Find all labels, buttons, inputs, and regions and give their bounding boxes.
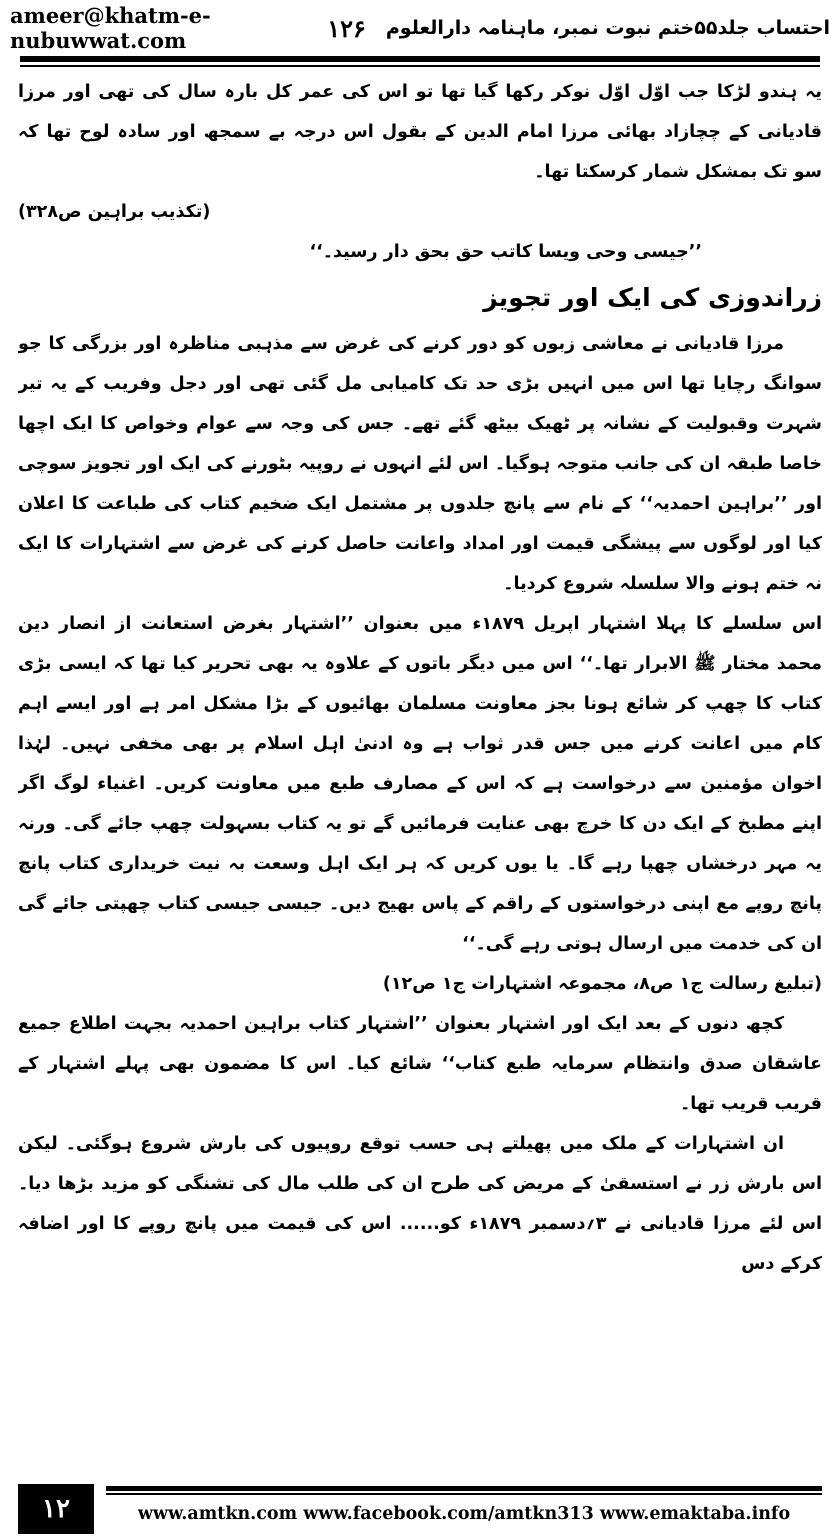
page-header bbox=[10, 3, 830, 53]
footer-page-number: ۱۲ bbox=[18, 1484, 94, 1534]
header-magazine-title: احتساب جلد۵۵ختم نبوت نمبر، ماہنامہ دارالعلوم bbox=[385, 17, 830, 39]
paragraph-2: مرزا قادیانی نے معاشی زبوں کو دور کرنے کی غرض سے مذہبی مناظرہ اور بزرگی کا جو سوانگ رچایا تھا اس میں انہیں بڑی حد تک کامیابی مل گئی تھی اور دجل وفریب کے یہ تیر شہرت وقبولیت کے نشانہ پر ٹھیک بیٹھ گئے تھے۔ جس کی وجہ سے عوام وخواص کا ایک اچھا خاصا طبقہ ان کی جانب متوجہ ہوگیا۔ اس لئے انہوں نے روپیہ بٹورنے کی ایک اور تجویز سوچی اور ’’براہین احمدیہ‘‘ کے نام سے پانچ جلدوں پر مشتمل ایک ضخیم کتاب کی طباعت کا اعلان کیا اور لوگوں سے پیشگی قیمت اور امداد واعانت حاصل کرنے کی غرض سے اشتہارات کا ایک نہ ختم ہونے والا سلسلہ شروع کردیا۔ bbox=[18, 334, 822, 594]
reference-1: (تکذیب براہین ص۳۲۸) bbox=[18, 202, 211, 222]
header-page-number: ۱۲۶ bbox=[327, 13, 366, 43]
reference-2: (تبلیغ رسالت ج۱ ص۸، مجموعہ اشتہارات ج۱ ص۱۲) bbox=[382, 974, 822, 994]
footer-urls: www.amtkn.com www.facebook.com/amtkn313 www.emaktaba.info bbox=[137, 1504, 791, 1524]
article-body bbox=[18, 72, 822, 1467]
page-footer bbox=[18, 1484, 822, 1534]
paragraph-5: ان اشتہارات کے ملک میں پھیلتے ہی حسب توقع روپیوں کی بارش شروع ہوگئی۔ لیکن اس بارش زر نے استسقیٰ کے مریض کی طرح ان کی طلب مال کی تشنگی کو مزید بڑھا دیا۔ اس لئے مرزا قادیانی نے ۳؍دسمبر ۱۸۷۹ء کو...... اس کی قیمت میں پانچ روپے کا اور اضافہ کرکے دس bbox=[18, 1134, 822, 1274]
section-heading: زراندوزی کی ایک اور تجویز bbox=[483, 283, 822, 312]
header-rule-thin bbox=[20, 65, 820, 67]
paragraph-1: یہ ہندو لڑکا جب اوّل اوّل نوکر رکھا گیا تھا تو اس کی عمر کل بارہ سال کی تھی اور مرزا قادیانی کے چچازاد بھائی مرزا امام الدین کے بقول اس درجہ بے سمجھ اور سادہ لوح تھا کہ سو تک بمشکل شمار کرسکتا تھا۔ bbox=[18, 82, 822, 182]
paragraph-3: اس سلسلے کا پہلا اشتہار اپریل ۱۸۷۹ء میں بعنوان ’’اشتہار بغرض استعانت از انصار دین محمد مختار ﷺ الابرار تھا۔‘‘ اس میں دیگر باتوں کے علاوہ یہ بھی تحریر کیا تھا کہ ایسی بڑی کتاب کا چھپ کر شائع ہونا بجز معاونت مسلمان بھائیوں کے بڑا مشکل امر ہے اور ایسے اہم کام میں اعانت کرنے میں جس قدر ثواب ہے وہ ادنیٰ اہل اسلام پر بھی مخفی نہیں۔ لہٰذا اخوان مؤمنین سے درخواست ہے کہ اس کے مصارف طبع میں معاونت کریں۔ اغنیاء لوگ اگر اپنے مطبخ کے ایک دن کا خرچ بھی عنایت فرمائیں گے تو یہ کتاب بسہولت چھپ جائے گی۔ ورنہ یہ مہر درخشاں چھپا رہے گا۔ یا یوں کریں کہ ہر ایک اہل وسعت بہ نیت خریداری کتاب پانچ پانچ روپے مع اپنی درخواستوں کے راقم کے پاس بھیج دیں۔ جیسی جیسی کتاب چھپتی جائے گی ان کی خدمت میں ارسال ہوتی رہے گی۔‘‘ bbox=[18, 614, 822, 954]
header-email: ameer@khatm-e-nubuwwat.com bbox=[10, 3, 211, 53]
paragraph-4: کچھ دنوں کے بعد ایک اور اشتہار بعنوان ’’اشتہار کتاب براہین احمدیہ بجہت اطلاع جمیع عاشقان صدق وانتظام سرمایہ طبع کتاب‘‘ شائع کیا۔ اس کا مضمون بھی پہلے اشتہار کے قریب قریب تھا۔ bbox=[18, 1014, 822, 1114]
footer-rule-thick bbox=[106, 1486, 822, 1491]
quote-line: ’’جیسی وحی ویسا کاتب حق بحق دار رسید۔‘‘ bbox=[309, 242, 702, 262]
header-rule-thick bbox=[20, 56, 820, 62]
